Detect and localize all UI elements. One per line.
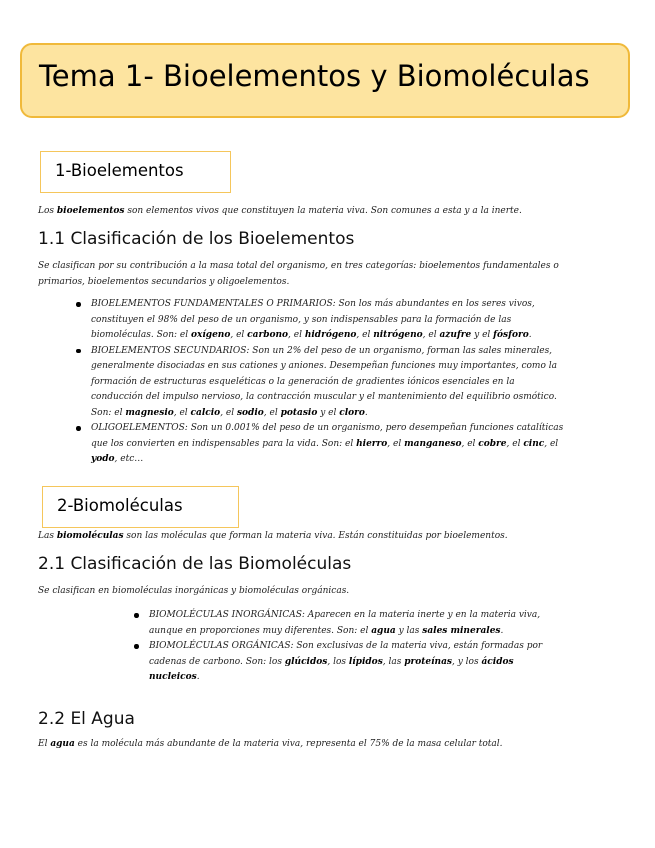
text-run: , el	[288, 330, 305, 340]
bold-term: hierro	[356, 438, 388, 449]
text-run: El	[38, 739, 51, 749]
bold-term: yodo	[91, 454, 115, 464]
text-run: , el	[356, 330, 374, 340]
bold-term: biomoléculas	[56, 531, 124, 541]
section-heading-box-biomoleculas	[42, 486, 239, 528]
text-run: Los	[38, 206, 57, 216]
bold-term: ácidos nucleicos	[149, 656, 514, 682]
text-run: .	[528, 330, 532, 340]
bioelementos-definition	[38, 204, 628, 220]
text-run: , el	[461, 438, 479, 449]
text-run: , los	[327, 656, 349, 667]
text-run: .	[364, 407, 368, 418]
text-run: , el	[506, 438, 524, 449]
text-run: son elementos vivos que constituyen la materia viva. Son comunes a esta y a la inerte.	[124, 206, 522, 216]
bold-term: cinc	[523, 438, 545, 449]
bold-term: agua	[50, 739, 75, 749]
text-run: Se clasifican en biomoléculas inorgánicas y biomoléculas orgánicas.	[38, 586, 350, 596]
bold-term: oxígeno	[190, 330, 231, 340]
bold-term: fósforo	[493, 330, 529, 340]
bold-term: bioelementos	[56, 206, 125, 216]
text-run: BIOMOLÉCULAS ORGÁNICAS: Son exclusivas de la materia viva, están formadas por cadenas de carbono. Son: los	[149, 641, 543, 667]
text-run: Se clasifican por su contribución a la masa total del organismo, en tres categorías: bioelementos fundamentales o primarios, bioelementos secundarios y oligoelementos.	[38, 261, 559, 287]
text-run: .	[500, 625, 504, 636]
text-run: .	[196, 672, 200, 682]
text-run: , etc…	[114, 454, 144, 464]
text-run: y el	[317, 407, 340, 418]
bold-term: potasio	[280, 407, 318, 418]
biomoleculas-list-item	[149, 639, 564, 686]
bold-term: cobre	[478, 438, 507, 449]
bold-term: nitrógeno	[373, 330, 423, 340]
bold-term: azufre	[439, 330, 472, 340]
biomoleculas-list	[149, 608, 564, 686]
text-run: y el	[471, 330, 494, 340]
title-box	[20, 43, 630, 118]
text-run: , el	[230, 330, 248, 340]
agua-definition	[38, 737, 628, 753]
text-run: BIOELEMENTOS SECUNDARIOS: Son un 2% del peso de un organismo, forman las sales minerales, generalmente disociadas en sus cationes y aniones. Desempeñan funciones muy importantes, como la formación de estructuras esqueléticas o la generación de gradientes iónicos esenciales en la conducción del impulso nervioso, la contracción muscular y el mantenimiento del equilibrio osmótico. Son: el	[91, 345, 557, 418]
biomoleculas-list-item	[149, 608, 564, 639]
bold-term: calcio	[190, 407, 221, 418]
bold-term: lípidos	[348, 656, 383, 667]
text-run: , el	[263, 407, 281, 418]
page-title: Tema 1- Bioelementos y Biomoléculas	[39, 59, 590, 93]
bold-term: agua	[371, 625, 396, 636]
text-run: OLIGOELEMENTOS: Son un 0.001% del peso de un organismo, pero desempeñan funciones catalíticas que los convierten en indispensables para la vida. Son: el	[91, 423, 564, 449]
bold-term: hidrógeno	[304, 330, 357, 340]
text-run: es la molécula más abundante de la materia viva, representa el 75% de la masa celular total.	[74, 739, 503, 749]
bold-term: proteínas	[404, 656, 453, 667]
text-run: , el	[173, 407, 191, 418]
clasificacion-biomoleculas-text	[38, 584, 628, 600]
text-run: , el	[422, 330, 440, 340]
bold-term: sodio	[236, 407, 264, 418]
text-run: , las	[382, 656, 405, 667]
bioelementos-list-item	[91, 344, 569, 422]
section-heading-box-bioelementos	[40, 151, 231, 193]
text-run: BIOMOLÉCULAS INORGÁNICAS: Aparecen en la materia inerte y en la materia viva, aunque en proporciones muy diferentes. Son: el	[149, 610, 541, 636]
text-run: son las moléculas que forman la materia viva. Están constituidas por bioelementos.	[123, 531, 508, 541]
text-run: y las	[395, 625, 423, 636]
bold-term: manganeso	[404, 438, 462, 449]
biomoleculas-definition	[38, 529, 628, 545]
bold-term: glúcidos	[284, 656, 328, 667]
subheading-clasificacion-bioelementos: 1.1 Clasificación de los Bioelementos	[38, 229, 355, 249]
bioelementos-list-item	[91, 421, 569, 468]
bold-term: magnesio	[125, 407, 174, 418]
subheading-clasificacion-biomoleculas: 2.1 Clasificación de las Biomoléculas	[38, 554, 352, 574]
bold-term: carbono	[247, 330, 289, 340]
text-run: , y los	[452, 656, 482, 667]
bold-term: cloro	[339, 407, 365, 418]
section-heading-biomoleculas: 2-Biomoléculas	[57, 496, 183, 515]
subheading-el-agua: 2.2 El Agua	[38, 709, 135, 729]
text-run: , el	[544, 438, 559, 449]
clasificacion-bioelementos-text	[38, 259, 573, 290]
bioelementos-list	[91, 297, 569, 468]
section-heading-bioelementos: 1-Bioelementos	[55, 161, 184, 180]
text-run: Las	[38, 531, 57, 541]
bold-term: sales minerales	[422, 625, 501, 636]
text-run: BIOELEMENTOS FUNDAMENTALES O PRIMARIOS: Son los más abundantes en los seres vivos, constituyen el 98% del peso de un organismo, y son indispensables para la formación de las biomoléculas. Son: el	[91, 299, 535, 340]
bioelementos-list-item	[91, 297, 569, 344]
text-run: , el	[387, 438, 405, 449]
text-run: , el	[220, 407, 237, 418]
